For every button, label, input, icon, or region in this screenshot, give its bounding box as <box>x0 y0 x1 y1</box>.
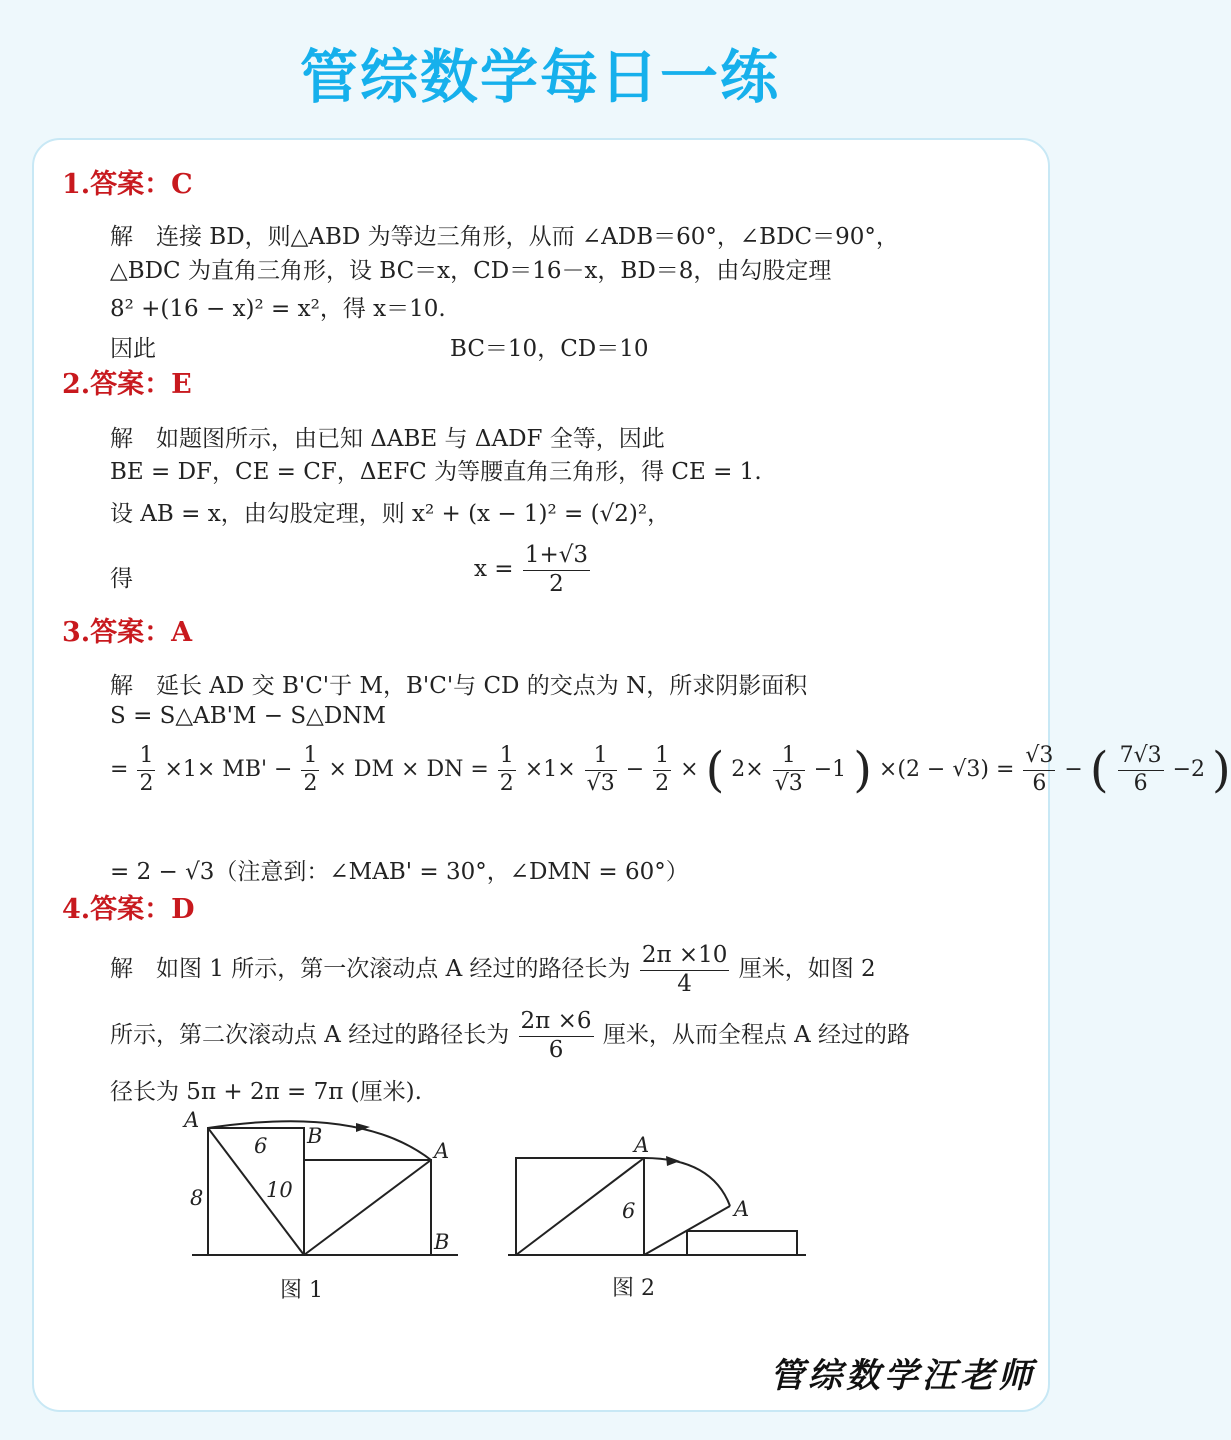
q4-den: 6 <box>548 1036 564 1063</box>
fig1-label-6: 6 <box>254 1134 268 1158</box>
fig1-label-a2: A <box>434 1139 450 1163</box>
eq-fraction <box>301 743 319 797</box>
fig1-label-10: 10 <box>266 1178 293 1202</box>
eq-num: 1 <box>301 743 319 770</box>
q1-line-1: 解 连接 BD，则△ABD 为等边三角形，从而 ∠ADB＝60°，∠BDC＝90°， <box>110 224 899 250</box>
eq-paren-open: ( <box>705 742 725 798</box>
q4-line-3: 径长为 5π + 2π = 7π (厘米). <box>110 1079 422 1105</box>
q1-line-3: 8² +(16 − x)² = x²，得 x＝10. <box>110 296 446 322</box>
fig1-label-8: 8 <box>190 1186 204 1210</box>
eq-num: 1 <box>585 743 617 770</box>
q1-result: BC＝10，CD＝10 <box>450 336 649 362</box>
q1-line-4-lead: 因此 <box>110 336 156 362</box>
page-title: 管综数学每日一练 <box>299 43 780 111</box>
fig2-label-a1: A <box>634 1133 650 1157</box>
q4-den: 4 <box>677 970 692 997</box>
eq-term: − <box>1064 757 1083 782</box>
eq-term: 2× <box>731 757 764 782</box>
figure-2-caption: 图 2 <box>612 1276 655 1301</box>
q3-equation <box>110 742 1231 798</box>
eq-den: 2 <box>139 770 154 796</box>
eq-fraction <box>1118 743 1164 797</box>
eq-fraction <box>1023 743 1055 797</box>
fig1-label-b1: B <box>307 1124 323 1148</box>
fig2-label-a2: A <box>734 1197 750 1221</box>
eq-term: × DM × DN = <box>328 757 489 782</box>
eq-paren-open: ( <box>1089 742 1109 798</box>
eq-term: − <box>625 757 645 782</box>
q2-result-numerator: 1+√3 <box>523 542 590 571</box>
eq-num: 1 <box>653 743 671 770</box>
q4-text: 所示，第二次滚动点 A 经过的路径长为 <box>110 1022 510 1049</box>
answer-4-label: 4.答案：D <box>62 894 195 925</box>
figure-1 <box>180 1105 470 1275</box>
q4-text: 厘米，如图 2 <box>738 956 876 983</box>
fig2-label-6: 6 <box>622 1199 636 1223</box>
eq-num: 1 <box>498 743 516 770</box>
q2-line-1: 解 如题图所示，由已知 ΔABE 与 ΔADF 全等，因此 <box>110 426 665 452</box>
q3-line-1: 解 延长 AD 交 B'C'于 M，B'C'与 CD 的交点为 N，所求阴影面积 <box>110 673 808 699</box>
eq-num: √3 <box>1023 743 1055 770</box>
eq-term: = <box>110 757 129 782</box>
eq-den: √3 <box>774 770 803 796</box>
q4-text: 厘米，从而全程点 A 经过的路 <box>602 1022 911 1049</box>
figure-2 <box>500 1130 820 1270</box>
eq-num: 7√3 <box>1118 743 1164 770</box>
q2-line-4-lead: 得 <box>110 566 133 592</box>
q3-line-2: S = S△AB'M − S△DNM <box>110 703 386 729</box>
author-signature: 管综数学汪老师 <box>770 1356 1036 1396</box>
eq-den: 6 <box>1133 770 1148 796</box>
eq-den: 2 <box>303 770 318 796</box>
q4-fraction-1 <box>640 942 730 998</box>
eq-term: × <box>680 757 699 782</box>
answer-3-label: 3.答案：A <box>62 617 193 648</box>
eq-paren-close: ) <box>853 742 872 798</box>
q2-result-denominator: 2 <box>549 570 564 597</box>
eq-num: 1 <box>773 743 805 770</box>
fig1-label-b2: B <box>434 1230 450 1254</box>
q2-line-2: BE = DF，CE = CF，ΔEFC 为等腰直角三角形，得 CE = 1. <box>110 459 762 485</box>
answer-1-label: 1.答案：C <box>62 169 193 200</box>
eq-den: 6 <box>1032 770 1047 796</box>
eq-den: 2 <box>499 770 514 796</box>
q2-result <box>474 542 592 598</box>
eq-den: √3 <box>586 770 615 796</box>
eq-term: ×1× <box>524 757 576 782</box>
eq-fraction <box>585 743 617 797</box>
q4-fraction-2 <box>519 1008 594 1064</box>
q4-line-2 <box>110 1008 910 1064</box>
q2-result-fraction <box>523 542 590 598</box>
eq-num: 1 <box>137 743 155 770</box>
q4-num: 2π ×6 <box>519 1008 594 1037</box>
eq-term: −2 <box>1172 757 1206 782</box>
eq-term: ×1× MB' − <box>164 757 293 782</box>
q3-line-4: = 2 − √3（注意到：∠MAB' = 30°，∠DMN = 60°） <box>110 859 689 885</box>
figure-1-caption: 图 1 <box>280 1278 323 1303</box>
eq-fraction <box>773 743 805 797</box>
q1-line-2: △BDC 为直角三角形，设 BC＝x，CD＝16－x，BD＝8，由勾股定理 <box>110 258 832 284</box>
eq-den: 2 <box>655 770 670 796</box>
fig1-label-a1: A <box>184 1108 200 1132</box>
eq-term: ×(2 − √3) = <box>878 757 1015 782</box>
q4-line-1 <box>110 942 876 998</box>
q2-line-3: 设 AB = x，由勾股定理，则 x² + (x − 1)² = (√2)²， <box>110 501 671 527</box>
eq-paren-close: ) <box>1212 742 1231 798</box>
eq-fraction <box>498 743 516 797</box>
eq-term: −1 <box>813 757 847 782</box>
q4-num: 2π ×10 <box>640 942 730 971</box>
answer-2-label: 2.答案：E <box>62 369 192 400</box>
eq-fraction <box>653 743 671 797</box>
eq-fraction <box>137 743 155 797</box>
q2-result-lhs: x = <box>474 556 514 583</box>
q4-text: 解 如图 1 所示，第一次滚动点 A 经过的路径长为 <box>110 956 631 983</box>
